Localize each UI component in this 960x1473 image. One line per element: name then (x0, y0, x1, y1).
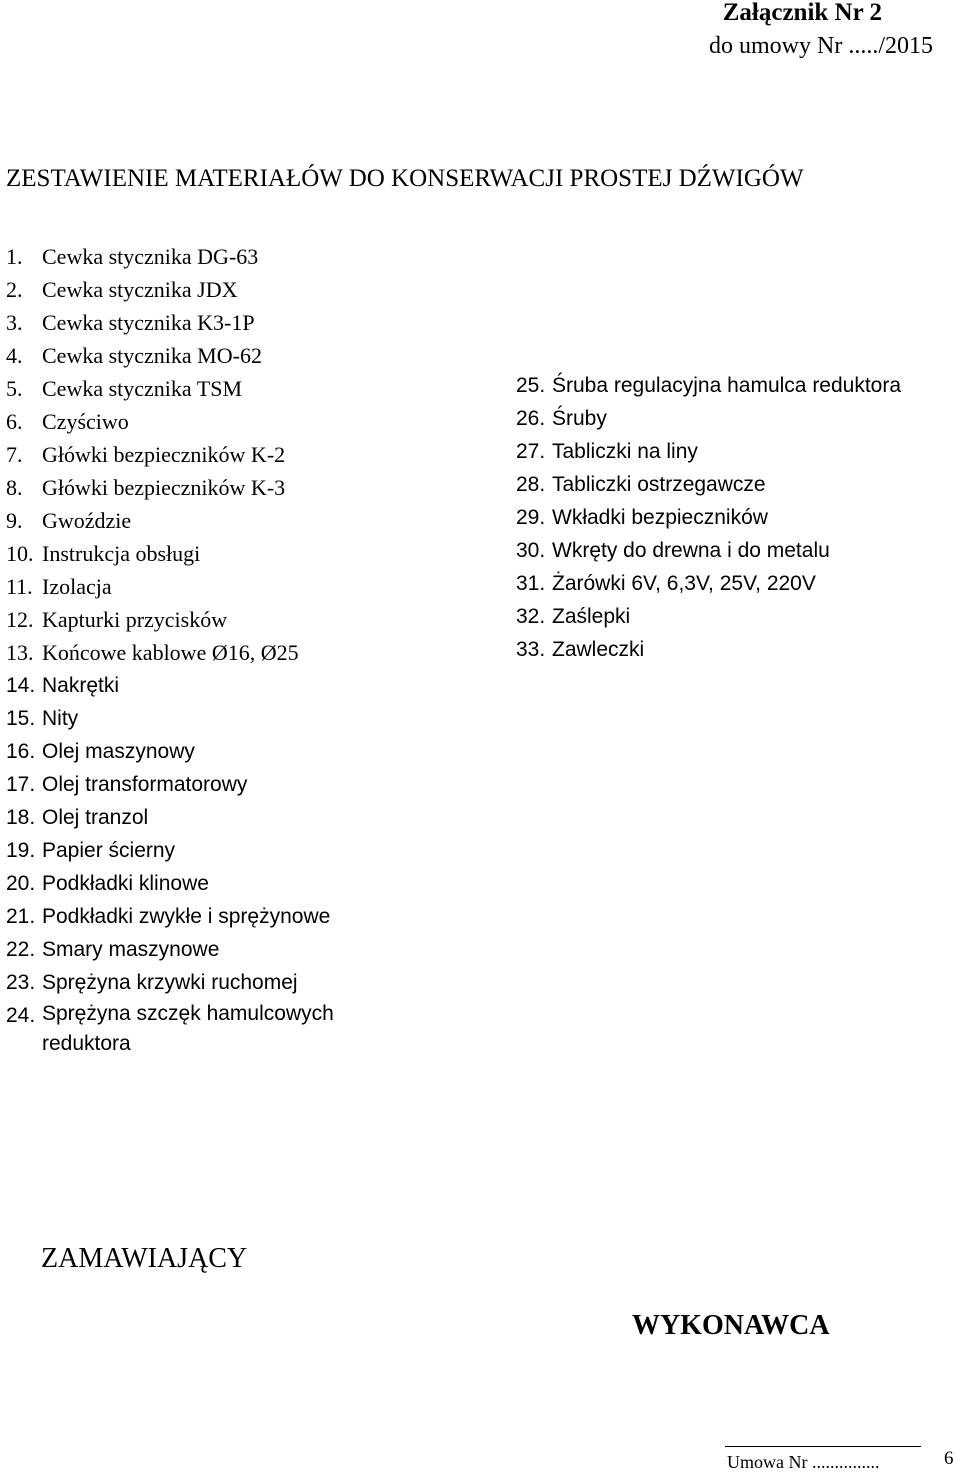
list-item (6, 801, 386, 834)
item-text: Wkładki bezpieczników (552, 506, 768, 529)
item-number: 15. (6, 707, 36, 730)
item-text: Główki bezpieczników K-2 (42, 442, 286, 467)
list-item (6, 273, 386, 306)
item-text: Śruby (552, 407, 607, 430)
item-number: 30. (516, 539, 546, 562)
document-title: ZESTAWIENIE MATERIAŁÓW DO KONSERWACJI PROSTEJ DŹWIGÓW (6, 165, 804, 192)
footer-divider (725, 1446, 921, 1447)
item-number: 5. (6, 376, 23, 401)
list-item (6, 735, 386, 768)
list-item (6, 339, 386, 372)
item-text: Nity (42, 707, 79, 730)
item-number: 16. (6, 740, 36, 763)
list-item (6, 405, 386, 438)
item-number: 7. (6, 442, 23, 467)
item-text: Cewka stycznika DG-63 (42, 244, 259, 269)
list-item (6, 471, 386, 504)
list-item (6, 867, 386, 900)
list-item (6, 999, 386, 1059)
item-text: Główki bezpieczników K-3 (42, 475, 286, 500)
item-number: 21. (6, 905, 36, 928)
list-item (6, 438, 386, 471)
contractor-signature-label: WYKONAWCA (632, 1310, 830, 1341)
list-item (516, 501, 956, 534)
item-text: Smary maszynowe (42, 938, 220, 961)
list-item (516, 402, 956, 435)
item-text: Podkładki zwykłe i sprężynowe (42, 905, 331, 928)
list-item (6, 306, 386, 339)
item-number: 20. (6, 872, 36, 895)
list-item (6, 636, 386, 669)
item-number: 13. (6, 640, 34, 665)
item-text: Cewka stycznika TSM (42, 376, 243, 401)
item-text: Tabliczki na liny (552, 440, 698, 463)
item-text: Cewka stycznika K3-1P (42, 310, 255, 335)
item-text: Izolacja (42, 574, 112, 599)
item-text: Zawleczki (552, 638, 645, 661)
item-text: Wkręty do drewna i do metalu (552, 539, 830, 562)
item-text: Śruba regulacyjna hamulca reduktora (552, 374, 902, 397)
list-item (6, 834, 386, 867)
item-number: 11. (6, 574, 33, 599)
page-number: 6 (944, 1448, 954, 1469)
client-signature-label: ZAMAWIAJĄCY (41, 1243, 248, 1274)
item-number: 25. (516, 374, 546, 397)
list-item (516, 468, 956, 501)
list-item (516, 567, 956, 600)
item-text: Końcowe kablowe Ø16, Ø25 (42, 640, 299, 665)
list-item (6, 933, 386, 966)
item-text: Nakrętki (42, 674, 120, 697)
contract-reference: do umowy Nr ...../2015 (709, 33, 933, 59)
item-text: Kapturki przycisków (42, 607, 228, 632)
item-text: Papier ścierny (42, 839, 176, 862)
item-number: 18. (6, 806, 36, 829)
item-text: Zaślepki (552, 605, 631, 628)
item-number: 32. (516, 605, 546, 628)
item-text: Instrukcja obsługi (42, 541, 201, 566)
item-text: Cewka stycznika MO-62 (42, 343, 262, 368)
item-number: 23. (6, 971, 36, 994)
item-number: 31. (516, 572, 546, 595)
list-item (516, 600, 956, 633)
item-number: 27. (516, 440, 546, 463)
list-item (6, 240, 386, 273)
list-item (6, 966, 386, 999)
item-text: Olej maszynowy (42, 740, 195, 763)
item-number: 3. (6, 310, 23, 335)
item-number: 2. (6, 277, 23, 302)
item-number: 10. (6, 541, 34, 566)
item-text: Sprężyna krzywki ruchomej (42, 971, 298, 994)
list-item (6, 372, 386, 405)
list-item (6, 669, 386, 702)
item-number: 9. (6, 508, 23, 533)
item-number: 24. (6, 1004, 36, 1027)
item-number: 19. (6, 839, 36, 862)
item-text: Cewka stycznika JDX (42, 277, 238, 302)
list-item (516, 534, 956, 567)
list-item (516, 369, 956, 402)
item-number: 6. (6, 409, 23, 434)
item-text: Podkładki klinowe (42, 872, 209, 895)
list-item (6, 537, 386, 570)
materials-list-right (516, 369, 956, 666)
item-number: 1. (6, 244, 23, 269)
list-item (6, 768, 386, 801)
footer-contract: Umowa Nr ............... (727, 1452, 880, 1472)
item-text: Sprężyna szczęk hamulcowych reduktora (42, 1002, 334, 1055)
materials-list-left (6, 240, 386, 1059)
list-item (516, 633, 956, 666)
item-text: Olej tranzol (42, 806, 149, 829)
item-number: 12. (6, 607, 34, 632)
item-text: Tabliczki ostrzegawcze (552, 473, 766, 496)
item-text: Czyściwo (42, 409, 129, 434)
list-item (6, 900, 386, 933)
list-item (516, 435, 956, 468)
list-item (6, 702, 386, 735)
item-number: 8. (6, 475, 23, 500)
item-number: 17. (6, 773, 36, 796)
item-number: 26. (516, 407, 546, 430)
attachment-title: Załącznik Nr 2 (722, 0, 882, 26)
item-number: 14. (6, 674, 36, 697)
list-item (6, 603, 386, 636)
list-item (6, 570, 386, 603)
list-item (6, 504, 386, 537)
item-number: 33. (516, 638, 546, 661)
item-number: 22. (6, 938, 36, 961)
item-text: Żarówki 6V, 6,3V, 25V, 220V (552, 572, 816, 595)
item-text: Gwoździe (42, 508, 132, 533)
item-number: 28. (516, 473, 546, 496)
item-number: 29. (516, 506, 546, 529)
item-text: Olej transformatorowy (42, 773, 248, 796)
item-number: 4. (6, 343, 23, 368)
